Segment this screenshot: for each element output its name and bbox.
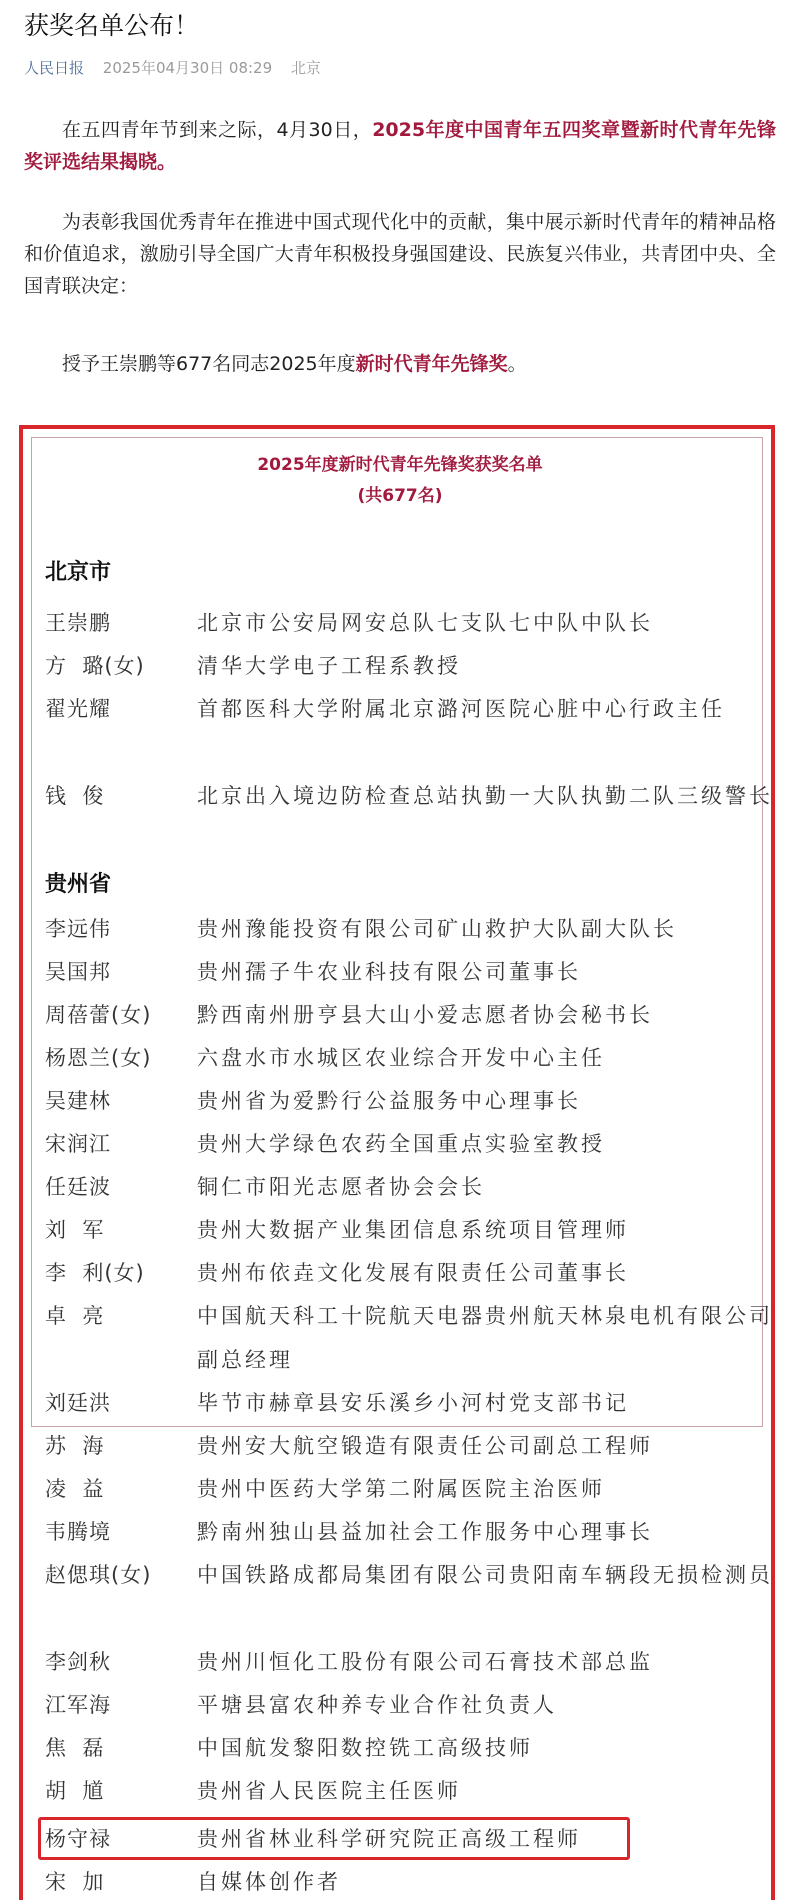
winner-position: 贵州省人民医院主任医师: [197, 1779, 461, 1803]
winner-position: 毕节市赫章县安乐溪乡小河村党支部书记: [197, 1391, 629, 1415]
winner-position: 贵州省为爱黔行公益服务中心理事长: [197, 1089, 581, 1113]
winner-name: 刘 军: [45, 1218, 105, 1242]
winner-name: 李远伟: [45, 917, 111, 941]
winner-position: 黔西南州册亨县大山小爱志愿者协会秘书长: [197, 1003, 653, 1027]
winner-name: 杨守禄: [45, 1827, 111, 1851]
winner-position: 贵州川恒化工股份有限公司石膏技术部总监: [197, 1650, 653, 1674]
winner-name: 焦 磊: [45, 1736, 105, 1760]
winner-position: 北京市公安局网安总队七支队七中队中队长: [197, 611, 653, 635]
list-item: [45, 1510, 745, 1554]
winner-position: 贵州省林业科学研究院正高级工程师: [197, 1827, 581, 1851]
winner-position: 贵州安大航空锻造有限责任公司副总工程师: [197, 1434, 653, 1458]
intro-text: 在五四青年节到来之际，4月30日，: [62, 119, 373, 141]
winner-name: 江军海: [45, 1693, 111, 1717]
winner-name: 胡 馗: [45, 1779, 105, 1803]
list-item: [45, 644, 745, 688]
winner-name: 刘廷洪: [45, 1391, 111, 1415]
list-item: [45, 950, 745, 994]
winner-name: 李 利(女): [45, 1261, 145, 1285]
list-item: [45, 774, 773, 818]
source-link[interactable]: 人民日报: [24, 59, 85, 77]
publish-location: 北京: [290, 59, 321, 77]
winner-position: 贵州布依垚文化发展有限责任公司董事长: [197, 1261, 629, 1285]
publish-time: 2025年04月30日 08:29: [102, 59, 273, 77]
winner-position: 自媒体创作者: [197, 1870, 341, 1894]
article-meta: [24, 58, 321, 78]
winner-position: 贵州大数据产业集团信息系统项目管理师: [197, 1218, 629, 1242]
list-item: [45, 1251, 745, 1295]
winner-position: 黔南州独山县益加社会工作服务中心理事长: [197, 1520, 653, 1544]
list-item: [45, 1553, 773, 1597]
winner-position: 六盘水市水城区农业综合开发中心主任: [197, 1046, 605, 1070]
award-paragraph: [24, 348, 776, 380]
winner-name: 李剑秋: [45, 1650, 111, 1674]
winner-name: 宋 加: [45, 1870, 105, 1894]
winner-name: 卓 亮: [45, 1304, 105, 1328]
winner-name: 吴国邦: [45, 960, 111, 984]
winner-name: 钱 俊: [45, 784, 105, 808]
list-item: [45, 1860, 745, 1904]
list-item: [45, 687, 745, 731]
winner-name: 苏 海: [45, 1434, 105, 1458]
region-header-guizhou: 贵州省: [45, 872, 112, 897]
winner-name: 王崇鹏: [45, 611, 111, 635]
intro-highlight: 2025年度中国青年五四奖章暨新时代青年先锋奖评选结果揭晓。: [24, 119, 776, 173]
purpose-paragraph: 为表彰我国优秀青年在推进中国式现代化中的贡献，集中展示新时代青年的精神品格和价值追求，激励引导全国广大青年积极投身强国建设、民族复兴伟业，共青团中央、全国青联决定：: [24, 211, 776, 297]
winner-position: 首都医科大学附属北京潞河医院心脏中心行政主任: [197, 697, 725, 721]
list-item: [45, 907, 745, 951]
award-text-end: 。: [507, 353, 527, 375]
winner-position: 中国航天科工十院航天电器贵州航天林泉电机有限公司副总经理: [197, 1304, 773, 1372]
list-item: [45, 1467, 745, 1511]
intro-paragraph: [24, 114, 776, 178]
winner-name: 周蓓蕾(女): [45, 1003, 152, 1027]
winner-name: 宋润江: [45, 1132, 111, 1156]
list-item: [45, 993, 745, 1037]
winner-name: 杨恩兰(女): [45, 1046, 152, 1070]
winner-position: 中国航发黎阳数控铣工高级技师: [197, 1736, 533, 1760]
winner-position: 北京出入境边防检查总站执勤一大队执勤二队三级警长: [197, 784, 773, 808]
list-item: [45, 1165, 745, 1209]
winner-name: 任廷波: [45, 1175, 111, 1199]
list-item: [45, 1424, 745, 1468]
list-item: [45, 1683, 745, 1727]
list-item: [45, 1640, 745, 1684]
list-subtitle: (共677名): [357, 486, 443, 506]
winner-name: 凌 益: [45, 1477, 105, 1501]
list-item: [45, 1381, 745, 1425]
winner-name: 翟光耀: [45, 697, 111, 721]
winner-position: 清华大学电子工程系教授: [197, 654, 461, 678]
highlight-box: [38, 1817, 630, 1860]
list-item: [45, 1122, 745, 1166]
list-item: [45, 1208, 745, 1252]
list-title: 2025年度新时代青年先锋奖获奖名单: [257, 455, 543, 475]
award-text: 授予王崇鹏等677名同志2025年度: [62, 353, 356, 375]
winner-name: 赵偲琪(女): [45, 1563, 152, 1587]
list-item: [45, 1294, 773, 1372]
list-item: [45, 1036, 745, 1080]
winner-position: 平塘县富农种养专业合作社负责人: [197, 1693, 557, 1717]
list-item: [45, 1769, 745, 1813]
winner-position: 贵州孺子牛农业科技有限公司董事长: [197, 960, 581, 984]
winner-name: 韦腾境: [45, 1520, 111, 1544]
winner-position: 贵州豫能投资有限公司矿山救护大队副大队长: [197, 917, 677, 941]
winner-position: 中国铁路成都局集团有限公司贵阳南车辆段无损检测员: [197, 1563, 773, 1587]
list-item: [45, 1079, 745, 1123]
award-highlight: 新时代青年先锋奖: [355, 353, 508, 375]
winner-name: 方 璐(女): [45, 654, 145, 678]
region-header-beijing: 北京市: [45, 560, 112, 585]
winner-position: 贵州中医药大学第二附属医院主治医师: [197, 1477, 605, 1501]
article-title: 获奖名单公布！: [24, 11, 200, 40]
winner-name: 吴建林: [45, 1089, 111, 1113]
winner-position: 贵州大学绿色农药全国重点实验室教授: [197, 1132, 605, 1156]
list-item: [45, 601, 745, 645]
list-item: [45, 1726, 745, 1770]
winner-position: 铜仁市阳光志愿者协会会长: [197, 1175, 485, 1199]
